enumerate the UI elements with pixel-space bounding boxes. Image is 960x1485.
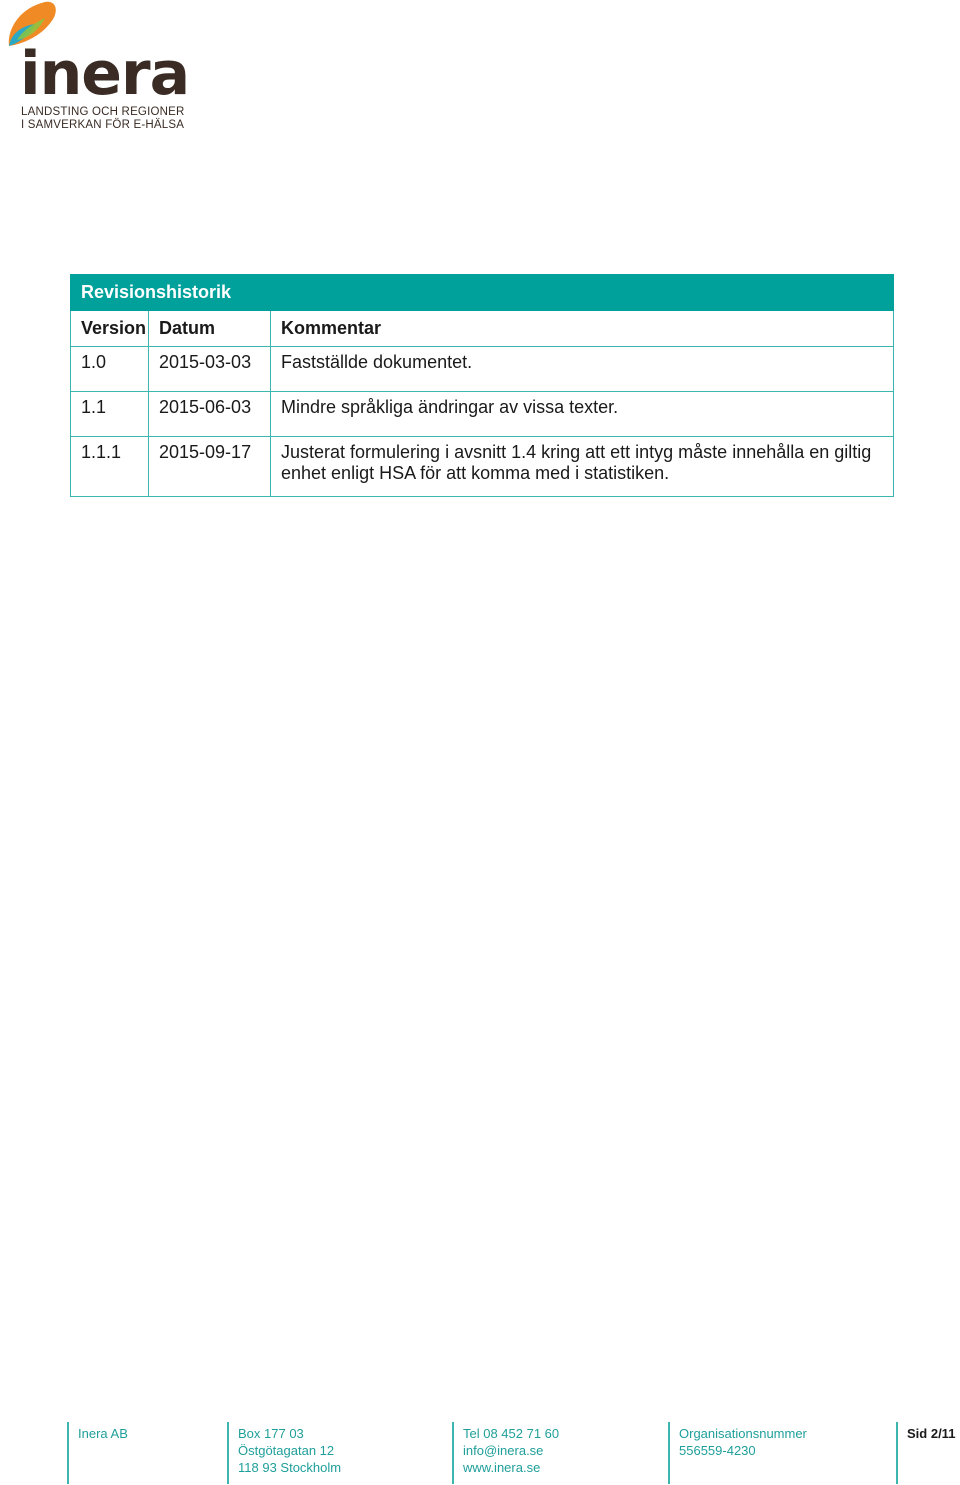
cell-version: 1.0 bbox=[71, 347, 149, 392]
page-footer bbox=[0, 1422, 960, 1485]
footer-address bbox=[227, 1422, 452, 1484]
table-row bbox=[71, 392, 894, 437]
cell-version: 1.1 bbox=[71, 392, 149, 437]
footer-org bbox=[668, 1422, 896, 1484]
phone-number: Tel 08 452 71 60 bbox=[463, 1426, 560, 1441]
cell-version: 1.1.1 bbox=[71, 437, 149, 497]
cell-date: 2015-09-17 bbox=[149, 437, 271, 497]
header-date: Datum bbox=[149, 311, 271, 347]
cell-comment: Mindre språkliga ändringar av vissa texter. bbox=[271, 392, 894, 437]
address-line: 118 93 Stockholm bbox=[238, 1460, 342, 1475]
inera-logo bbox=[0, 0, 200, 140]
logo-tagline-2: I SAMVERKAN FÖR E-HÄLSA bbox=[21, 119, 185, 131]
company-name: Inera AB bbox=[78, 1426, 128, 1441]
website-link[interactable]: www.inera.se bbox=[463, 1460, 541, 1475]
footer-company bbox=[67, 1422, 227, 1484]
email-link[interactable]: info@inera.se bbox=[463, 1443, 544, 1458]
table-row bbox=[71, 347, 894, 392]
org-number: 556559-4230 bbox=[679, 1443, 756, 1458]
cell-comment: Justerat formulering i avsnitt 1.4 kring att ett intyg måste innehålla en giltig enhet enligt HSA för att komma med i statistiken. bbox=[271, 437, 894, 497]
page-number: Sid 2/11 bbox=[907, 1426, 956, 1441]
revision-history-table bbox=[70, 274, 894, 497]
org-label: Organisationsnummer bbox=[679, 1426, 807, 1441]
table-title: Revisionshistorik bbox=[71, 275, 894, 311]
logo-tagline-1: LANDSTING OCH REGIONER bbox=[21, 106, 185, 118]
header-comment: Kommentar bbox=[271, 311, 894, 347]
logo-wordmark: inera bbox=[20, 39, 190, 109]
cell-comment: Fastställde dokumentet. bbox=[271, 347, 894, 392]
header-version: Version bbox=[71, 311, 149, 347]
table-row bbox=[71, 437, 894, 497]
address-line: Box 177 03 bbox=[238, 1426, 304, 1441]
cell-date: 2015-03-03 bbox=[149, 347, 271, 392]
cell-date: 2015-06-03 bbox=[149, 392, 271, 437]
table-header-row bbox=[71, 311, 894, 347]
footer-page bbox=[896, 1422, 960, 1484]
footer-contact bbox=[452, 1422, 668, 1484]
address-line: Östgötagatan 12 bbox=[238, 1443, 335, 1458]
table-title-row bbox=[71, 275, 894, 311]
